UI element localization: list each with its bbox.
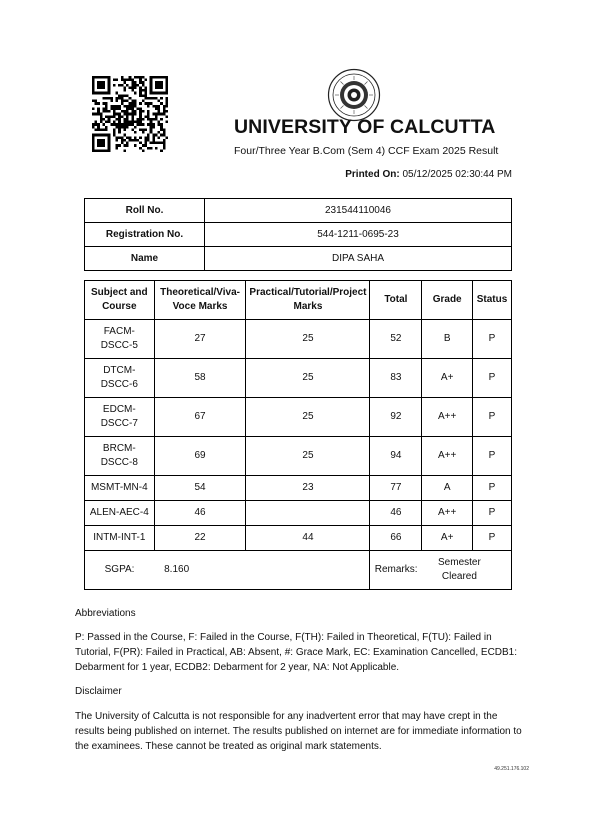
roll-row xyxy=(85,199,512,223)
theory-cell: 69 xyxy=(154,437,246,476)
marks-table xyxy=(84,280,512,590)
practical-cell: 44 xyxy=(246,526,370,551)
printed-on-value: 05/12/2025 02:30:44 PM xyxy=(402,169,512,180)
header-grade: Grade xyxy=(422,281,473,320)
grade-cell: B xyxy=(422,320,473,359)
marks-header-row xyxy=(85,281,512,320)
table-row xyxy=(85,359,512,398)
sgpa-value: 8.160 xyxy=(154,551,246,590)
status-cell: P xyxy=(473,526,512,551)
course-cell: BRCM-DSCC-8 xyxy=(85,437,155,476)
total-cell: 94 xyxy=(370,437,422,476)
total-cell: 77 xyxy=(370,476,422,501)
practical-cell: 25 xyxy=(246,320,370,359)
header-subject: Subject and Course xyxy=(85,281,155,320)
grade-cell: A xyxy=(422,476,473,501)
table-row xyxy=(85,476,512,501)
course-cell: MSMT-MN-4 xyxy=(85,476,155,501)
total-cell: 46 xyxy=(370,501,422,526)
name-label: Name xyxy=(85,247,205,271)
grade-cell: A++ xyxy=(422,501,473,526)
table-row xyxy=(85,320,512,359)
grade-cell: A++ xyxy=(422,398,473,437)
practical-cell xyxy=(246,501,370,526)
table-row xyxy=(85,501,512,526)
disclaimer-text: The University of Calcutta is not responsible for any inadvertent error that may have crept in the results being published on internet. The results published on internet are for immediate information to the examinees. These cannot be treated as original mark statements. xyxy=(75,711,522,752)
header-status: Status xyxy=(473,281,512,320)
status-cell: P xyxy=(473,398,512,437)
registration-value: 544-1211-0695-23 xyxy=(205,223,512,247)
theory-cell: 22 xyxy=(154,526,246,551)
roll-value: 231544110046 xyxy=(205,199,512,223)
grade-cell: A++ xyxy=(422,437,473,476)
header-total: Total xyxy=(370,281,422,320)
practical-cell: 25 xyxy=(246,359,370,398)
roll-label: Roll No. xyxy=(85,199,205,223)
sgpa-label: SGPA: xyxy=(85,551,155,590)
university-title: UNIVERSITY OF CALCUTTA xyxy=(234,116,496,138)
header-practical: Practical/Tutorial/Project Marks xyxy=(246,281,370,320)
total-cell: 52 xyxy=(370,320,422,359)
table-row xyxy=(85,437,512,476)
grade-cell: A+ xyxy=(422,526,473,551)
name-row xyxy=(85,247,512,271)
table-row xyxy=(85,398,512,437)
status-cell: P xyxy=(473,320,512,359)
ip-address: 49.251.176.102 xyxy=(494,766,529,772)
remarks-value: Semester Cleared xyxy=(422,551,512,590)
course-cell: FACM-DSCC-5 xyxy=(85,320,155,359)
practical-cell: 23 xyxy=(246,476,370,501)
exam-title: Four/Three Year B.Com (Sem 4) CCF Exam 2025 Result xyxy=(234,145,499,157)
total-cell: 83 xyxy=(370,359,422,398)
university-seal-icon xyxy=(327,68,381,122)
disclaimer-title: Disclaimer xyxy=(75,686,122,697)
table-row xyxy=(85,526,512,551)
sgpa-spacer xyxy=(246,551,370,590)
registration-label: Registration No. xyxy=(85,223,205,247)
abbreviations-text: P: Passed in the Course, F: Failed in the Course, F(TH): Failed in Theoretical, F(TU): Failed in Tutorial, F(PR): Failed in Practical, AB: Absent, #: Grace Mark, EC: Examination Cancelled, ECDB1: Debarment for 1 year, ECDB2: Debarment for 2 year, NA: Not Applicable. xyxy=(75,632,518,673)
registration-row xyxy=(85,223,512,247)
course-cell: EDCM-DSCC-7 xyxy=(85,398,155,437)
qr-code xyxy=(92,76,168,152)
practical-cell: 25 xyxy=(246,437,370,476)
theory-cell: 67 xyxy=(154,398,246,437)
practical-cell: 25 xyxy=(246,398,370,437)
course-cell: ALEN-AEC-4 xyxy=(85,501,155,526)
total-cell: 92 xyxy=(370,398,422,437)
total-cell: 66 xyxy=(370,526,422,551)
sgpa-row xyxy=(85,551,512,590)
abbreviations-title: Abbreviations xyxy=(75,608,136,619)
theory-cell: 46 xyxy=(154,501,246,526)
student-info-table xyxy=(84,198,512,271)
status-cell: P xyxy=(473,476,512,501)
grade-cell: A+ xyxy=(422,359,473,398)
course-cell: INTM-INT-1 xyxy=(85,526,155,551)
theory-cell: 54 xyxy=(154,476,246,501)
remarks-label: Remarks: xyxy=(370,551,422,590)
printed-on xyxy=(345,169,512,180)
status-cell: P xyxy=(473,359,512,398)
status-cell: P xyxy=(473,437,512,476)
name-value: DIPA SAHA xyxy=(205,247,512,271)
course-cell: DTCM-DSCC-6 xyxy=(85,359,155,398)
theory-cell: 58 xyxy=(154,359,246,398)
header-theory: Theoretical/Viva-Voce Marks xyxy=(154,281,246,320)
printed-on-label: Printed On: xyxy=(345,169,400,180)
status-cell: P xyxy=(473,501,512,526)
theory-cell: 27 xyxy=(154,320,246,359)
